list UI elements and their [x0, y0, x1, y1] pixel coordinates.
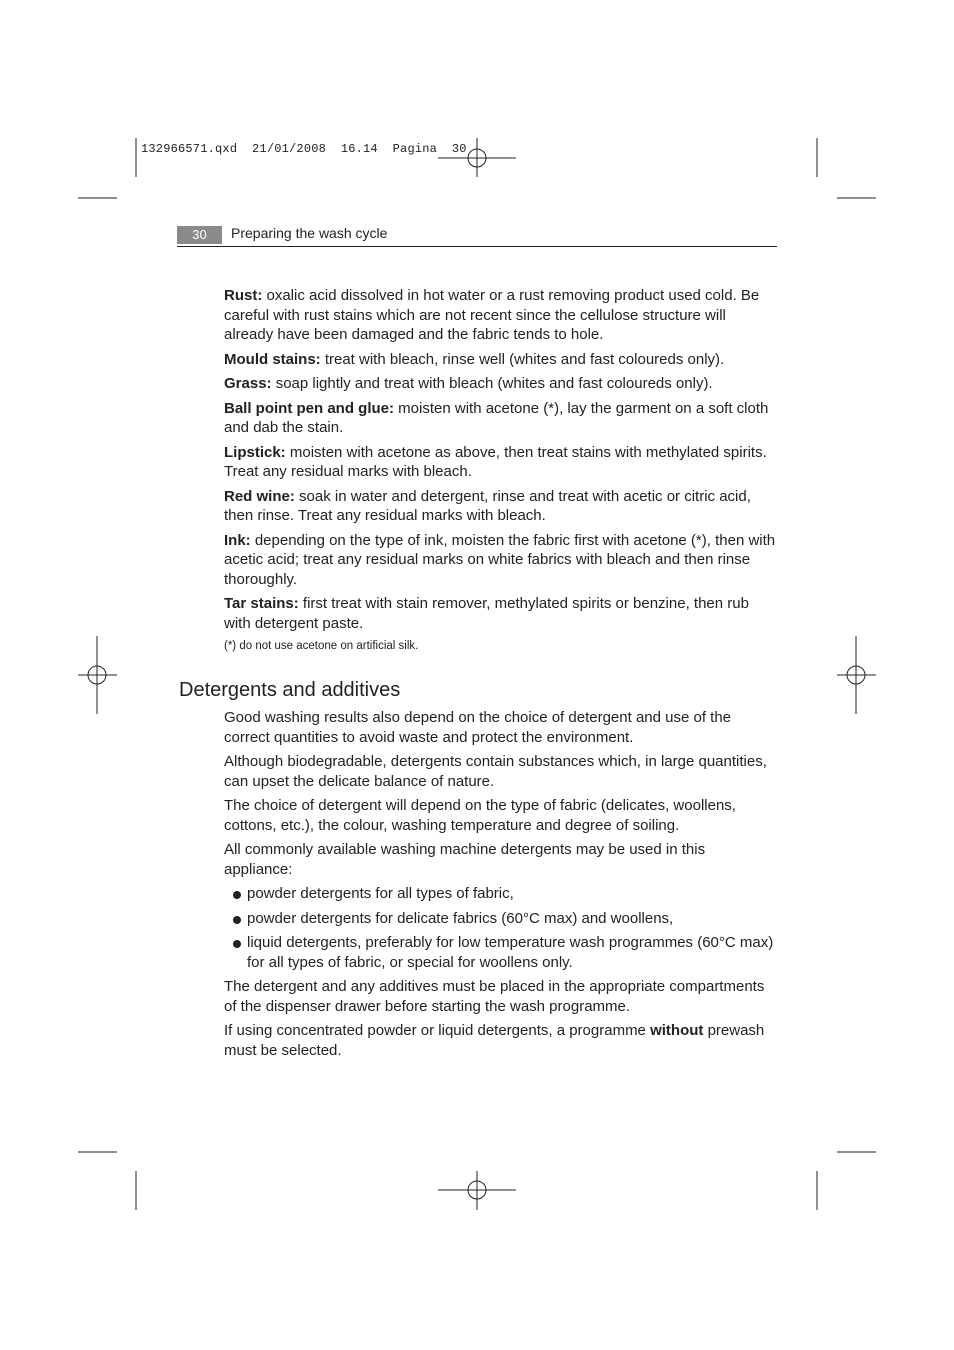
stain-term: Tar stains:	[224, 595, 299, 612]
section-heading: Detergents and additives	[179, 679, 401, 701]
stain-item	[224, 399, 776, 438]
stain-term: Ink:	[224, 531, 251, 549]
stain-text: soak in water and detergent, rinse and treat with acetic or citric acid, then rinse. Treat any residual marks with bleach.	[224, 487, 751, 524]
list-item-text: liquid detergents, preferably for low temperature wash programmes (60°C max) for all types of fabric, or special for woollens only.	[247, 934, 774, 971]
stain-term: Lipstick:	[224, 443, 286, 461]
stain-text: soap lightly and treat with bleach (whites and fast coloureds only).	[271, 375, 713, 392]
paragraph: Although biodegradable, detergents contain substances which, in large quantities, can upset the delicate balance of nature.	[224, 753, 767, 790]
list-item	[224, 933, 776, 972]
paragraph-text: prewash must be selected.	[224, 1022, 765, 1059]
list-item	[224, 909, 776, 929]
stain-text: treat with bleach, rinse well (whites and fast coloureds only).	[320, 350, 725, 368]
detergent-list	[224, 884, 776, 972]
emphasis-text: without	[650, 1022, 704, 1039]
print-file-info: 132966571.qxd 21/01/2008 16.14 Pagina 30	[141, 142, 467, 156]
stain-text: oxalic acid dissolved in hot water or a rust removing product used cold. Be careful with rust stains which are not recent since the cellulose structure will already have been damaged and the fabric tends to hole.	[224, 287, 760, 343]
list-item-text: powder detergents for all types of fabric,	[247, 885, 514, 902]
bullet-icon	[233, 916, 241, 924]
list-item-text: powder detergents for delicate fabrics (60°C max) and woollens,	[247, 909, 674, 927]
list-item	[224, 884, 776, 904]
paragraph-text: If using concentrated powder or liquid detergents, a programme	[224, 1022, 651, 1039]
stain-text: moisten with acetone as above, then treat stains with methylated spirits. Treat any residual marks with bleach.	[224, 443, 767, 480]
stain-text: moisten with acetone (*), lay the garment on a soft cloth and dab the stain.	[224, 399, 769, 436]
stain-term: Ball point pen and glue:	[224, 399, 394, 417]
paragraph: The detergent and any additives must be placed in the appropriate compartments of the dispenser drawer before starting the wash programme.	[224, 978, 765, 1015]
paragraph: Good washing results also depend on the choice of detergent and use of the correct quantities to avoid waste and protect the environment.	[224, 709, 732, 746]
paragraph: The choice of detergent will depend on the type of fabric (delicates, woollens, cottons, etc.), the colour, washing temperature and degree of soiling.	[224, 797, 736, 834]
stain-text: first treat with stain remover, methylated spirits or benzine, then rub with detergent paste.	[224, 595, 749, 632]
detergents-section	[224, 708, 776, 1065]
paragraph: All commonly available washing machine detergents may be used in this appliance:	[224, 841, 706, 878]
stain-list	[224, 286, 776, 659]
stain-item	[224, 487, 776, 526]
paragraph	[224, 1021, 776, 1060]
section-title: Preparing the wash cycle	[231, 225, 388, 241]
stain-term: Rust:	[224, 287, 263, 304]
stain-item	[224, 286, 776, 345]
stain-term: Grass:	[224, 375, 272, 392]
stain-term: Mould stains:	[224, 350, 321, 368]
stain-item	[224, 350, 776, 370]
stain-item	[224, 594, 776, 633]
bullet-icon	[233, 940, 241, 948]
stain-item	[224, 374, 776, 394]
stain-item	[224, 531, 776, 590]
stain-item	[224, 443, 776, 482]
stain-text: depending on the type of ink, moisten the fabric first with acetone (*), then with acetic acid; treat any residual marks on white fabrics with bleach and then rinse thoroughly.	[224, 531, 776, 588]
footnote: (*) do not use acetone on artificial silk.	[224, 640, 419, 652]
page-header	[177, 224, 777, 247]
bullet-icon	[233, 891, 241, 899]
page-number: 30	[177, 226, 222, 244]
stain-term: Red wine:	[224, 487, 295, 505]
